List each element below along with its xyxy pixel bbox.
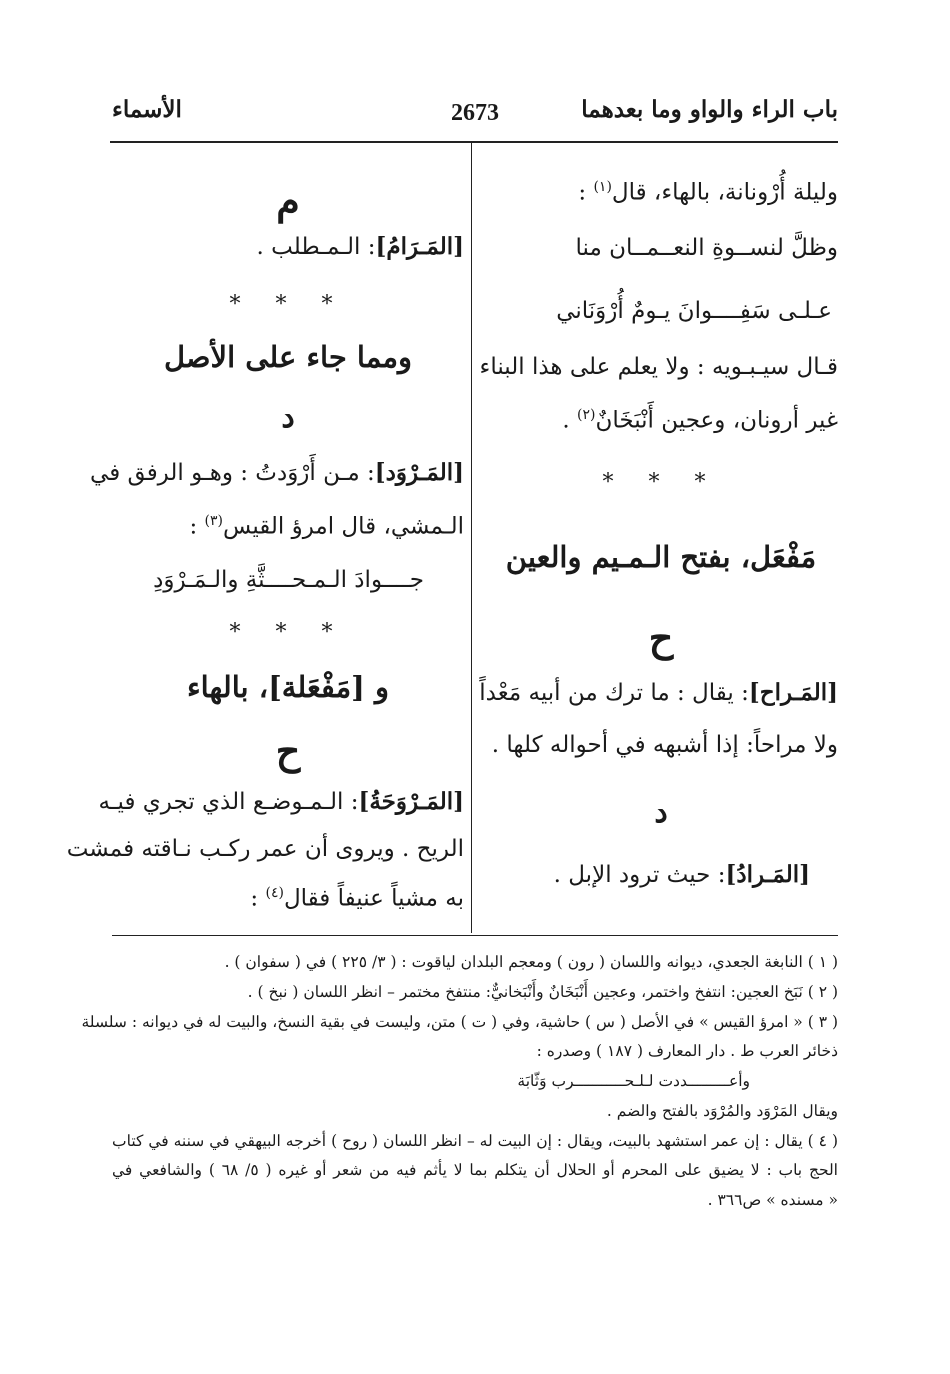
entry-headword: [المَـرادُ] (725, 861, 810, 888)
entry-headword: [المَـراح] (748, 679, 838, 706)
text-line: غير أرونان، وعجين أَنْبَخَانٌ$^{(٢)}$ . (562, 407, 838, 434)
entry-line: [المَـراح]: يقال : ما ترك من أبيه مَعْداً (479, 679, 838, 706)
verse-line: عـلـى سَفِــــوانَ يـومٌ أُرْوَنَاني (556, 298, 832, 324)
letter-heading: د (654, 795, 668, 830)
footnote-1: ( ١ ) النابغة الجعدي، ديوانه واللسان ( رون ) ومعجم البلدان لياقوت : ( ٣/ ٢٢٥ ) في ( سفوان ) . (224, 953, 838, 971)
column-divider (471, 143, 472, 933)
footnote-4: ( ٤ ) يقال : إن عمر استشهد بالبيت، ويقال : إن البيت له – انظر اللسان ( روح ) أخرجه البيهقي في سننه في كتاب (112, 1132, 838, 1150)
header-rule (110, 141, 838, 143)
section-separator: * * * (229, 292, 347, 317)
page-number: 2673 (451, 100, 499, 126)
entry-line: ولا مراحاً: إذا أشبهه في أحواله كلها . (491, 732, 838, 758)
entry-line: الـمشي، قال امرؤ القيس$^{(٣)}$ : (189, 513, 464, 540)
entry-line: [المَـرادُ]: حيث ترود الإبل . (553, 861, 810, 888)
footnote-ref: (٢) (577, 407, 596, 423)
footnote-3: ( ٣ ) « امرؤ القيس » في الأصل ( س ) حاشية، وفي ( ت ) متن، وليست في بقية النسخ، والبيت له في ديوانه : سلسلة (81, 1013, 838, 1031)
entry-line: [المَـرَامُ]: الـمـطلب . (256, 233, 464, 260)
entry-headword: [المَـرَامُ] (375, 233, 464, 260)
verse-line: جــــوادَ الـمـحــــثَّةِ والـمَـرْوَدِ (153, 567, 424, 593)
footnote-4-cont: الحج باب : لا يضيق على المحرم أو الحلال أن يتكلم بما لا يأثم فيه من شعر أو غيره ( ٥/ ٦٨ ) والشافعي في (112, 1161, 838, 1179)
section-separator: * * * (602, 470, 720, 495)
letter-heading: د (281, 400, 295, 435)
footnote-3-cont: ويقال المَرْوَد والمُرْوَد بالفتح والضم . (606, 1102, 838, 1120)
section-heading: مَفْعَل، بفتح الـمـيم والعين (505, 540, 817, 574)
entry-headword: [المَـرْوَحَةُ] (358, 788, 464, 815)
letter-heading: م (276, 178, 300, 223)
footnote-ref: (١) (593, 179, 612, 195)
section-heading: و [مَفْعَلة]، بالهاء (187, 670, 389, 704)
footnote-3-cont: ذخائر العرب ط . دار المعارف ( ١٨٧ ) وصدره : (536, 1042, 838, 1060)
section-heading: ومما جاء على الأصل (163, 340, 413, 374)
text-line: وليلة أُرْونانة، بالهاء، قال$^{(١)}$ : (578, 179, 838, 206)
footnote-ref: (٣) (204, 513, 223, 529)
footnote-2: ( ٢ ) نَبَخ العجين: انتفخ واختمر، وعجين أَنْبَخَانٌ وأَنْبَخانيٌّ: منتفخ مختمر – انظر اللسان ( نبخ ) . (247, 983, 838, 1001)
footnote-ref: (٤) (265, 885, 284, 901)
verse-line: وظلَّ لنســوةِ النعــمــان منا (575, 235, 838, 261)
section-separator: * * * (229, 620, 347, 645)
entry-line: [المَـرْوَحَةُ]: الـمـوضـع الذي تجري فيـه (98, 788, 464, 815)
footnote-4-cont: « مسنده » ص٣٦٦ . (707, 1191, 838, 1209)
text-line: قـال سيـبـويه : ولا يعلم على هذا البناء (479, 354, 838, 380)
running-header-chapter: باب الراء والواو وما بعدهما (581, 96, 838, 123)
footnote-rule (112, 935, 838, 936)
footnote-3-verse: وأعـــــــــددت لـلـحـــــــــــرب وَثّابَة (517, 1072, 750, 1090)
running-header-section: الأسماء (112, 96, 182, 123)
letter-heading: ح (275, 728, 301, 773)
entry-line: [المَـرْوَد]: مـن أَرْوَدتُ : وهـو الرفق في (90, 459, 464, 486)
letter-heading: ح (648, 615, 674, 660)
entry-headword: [المَـرْوَد] (374, 459, 464, 486)
entry-line: الريح . ويروى أن عمر ركـب نـاقته فمشت (66, 836, 464, 862)
entry-line: به مشياً عنيفاً فقال$^{(٤)}$ : (250, 885, 464, 912)
